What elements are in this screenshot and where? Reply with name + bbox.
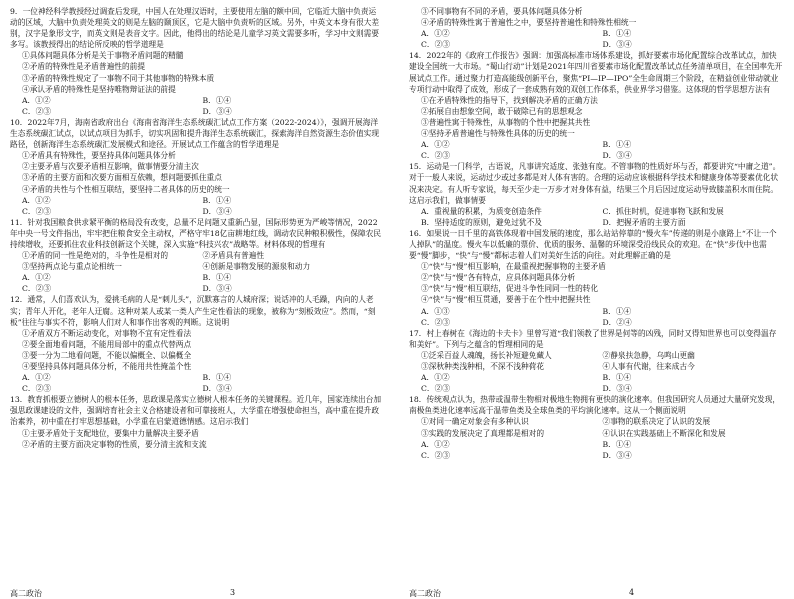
question-16-option-3: ③“快”与“慢”相互联结，促进斗争性同同一性的转化: [421, 284, 599, 294]
question-13-choices: [409, 28, 784, 50]
choice-b: B．①④: [202, 95, 232, 105]
choice-c: C．②③: [421, 151, 450, 161]
question-13-option-2: ②矛盾的主要方面决定事物的性质，要分清主流和支流: [22, 439, 207, 449]
question-11: [10, 217, 383, 295]
choice-d: D．③④: [202, 106, 232, 116]
question-14-choices: [409, 139, 784, 161]
question-18-option-4: ④认识在实践基础上不断深化和发展: [602, 428, 726, 438]
choice-a: A．重视量的积累，为质变创造条件: [421, 206, 542, 216]
question-9-option-3: ③矛盾的特殊性规定了一事物不同于其他事物的特殊本质: [22, 73, 215, 83]
choice-d: D．③④: [202, 206, 232, 216]
question-16-option-1: ①“快”与“慢”相互影响，在最重视把握事物的主要矛盾: [421, 262, 606, 272]
question-9-option-4: ④承认矛盾的特殊性是坚持唯物辩证法的前提: [22, 84, 176, 94]
choice-c: C．②③: [421, 40, 450, 50]
choice-d: D．②④: [602, 317, 632, 327]
choice-b: B．①④: [602, 29, 632, 39]
question-14-option-2: ②拓展自由想象空间，敢于破除已有的思想观念: [421, 106, 583, 116]
choice-c: C．抓住时机，促进事物飞跃和发展: [602, 206, 724, 216]
question-17-option-2: ②静泉扶急静，乌鸣山更幽: [602, 350, 695, 360]
question-14-option-4: ④坚持矛盾普遍性与特殊性具体的历史的统一: [421, 129, 575, 139]
question-14-text: 14．2022年的《政府工作报告》强调：加强高标准市场体系建设，抓好要素市场化配置综合改革试点，加快建设全国统一大市场。“蜀山行动”计划是2021年四川省要素市场化配置改革试点任务清单项目，在全国率先开展试点工作。通过聚力打造高能级创新平台，聚焦“PI—IP—IPO”全生命周期三个阶段，在精益创业带动就业专项行动中取得了成效，形成了一套成熟有效的双创工作体系，供业界学习借鉴。这体现的哲学思想方法有: [409, 51, 783, 94]
choice-a: A．①②: [22, 95, 51, 105]
question-11-option-3: ③坚持两点论与重点论相统一: [22, 262, 122, 272]
page-number: 3: [230, 588, 236, 597]
question-16-text: 16．如果说一日千里的高铁体现着中国发展的速度，那么站站停靠的“慢火车”传递的则是小康路上“不让一个人掉队”的温度。慢火车以低廉的票价、优质的服务、温馨的环境深受沿线民众的欢迎。在“快”步伐中也需要“慢”脚步，“快”与“慢”都标志着人们对美好生活的向往。对此理解正确的是: [409, 228, 777, 261]
question-12-option-3: ③要一分为二地看问题，不能以偏概全、以偏概全: [22, 350, 192, 360]
choice-c: C．②③: [421, 450, 450, 460]
choice-c: C．②③: [22, 384, 51, 394]
choice-a: A．①②: [421, 439, 450, 449]
question-16: [409, 228, 784, 328]
question-13-option-1: ①主要矛盾处于支配地位，要集中力量解决主要矛盾: [22, 428, 199, 438]
question-13: [10, 394, 383, 449]
choice-b: B．坚持适度的原则，避免过犹不及: [421, 217, 542, 227]
question-18-options: [409, 416, 784, 438]
question-17-option-1: ①泛采百益人魂魄，扬长补短避免藏人: [421, 350, 552, 360]
question-11-option-1: ①矛盾的同一性是绝对的，斗争性是相对的: [22, 251, 169, 261]
question-15-choices: [409, 206, 784, 228]
footer-subject: 高二政治: [409, 589, 441, 598]
question-9-option-2: ②矛盾的特殊性是矛盾普遍性的前提: [22, 62, 146, 72]
choice-c: C．②③: [421, 384, 450, 394]
question-10-option-2: ②主要矛盾与次要矛盾相互影响，做事情要分清主次: [22, 162, 199, 172]
choice-d: D．把握矛盾的主要方面: [602, 217, 686, 227]
question-14-option-1: ①在矛盾特殊性的指导下，找到解决矛盾的正确方法: [421, 95, 598, 105]
choice-b: B．①④: [602, 439, 632, 449]
question-10-option-3: ③矛盾的主要方面和次要方面相互依赖，想问题要抓住重点: [22, 173, 222, 183]
choice-a: A．①②: [22, 195, 51, 205]
question-12-option-1: ①矛盾双方不断运动变化，对事物不宜有定性看法: [22, 328, 192, 338]
right-page: [397, 0, 794, 598]
question-15-text: 15．运动是一门科学，古语说，凡事讲究适度、张弛有度。不管事物的性质好坏与否，都要讲究“中庸之道”。对于一般人来说，运动过少或过多都是对人体有害的。合理的运动应该根据科学技术和健康身体等要素优化状况来决定。有人听专家说，每天至少走一万步才对身体有益，结果三个月后因过度运动导致膝盖积水而住院。这启示我们，做事情要: [409, 162, 781, 205]
question-18-option-2: ②事物的联系决定了认识的发展: [602, 417, 711, 427]
question-12: [10, 294, 383, 394]
question-17-text: 17．村上春树在《海边的卡夫卡》里曾写道“我们领教了世界是何等的凶残，同时又得知世界也可以变得温存和美好”。下列与之蕴含的哲理相同的是: [409, 328, 777, 349]
question-10-option-4: ④矛盾的共性与个性相互联结，要坚持二者具体的历史的统一: [22, 184, 230, 194]
question-10-choices: [10, 195, 383, 217]
question-16-choices: [409, 306, 784, 328]
page-number: 4: [629, 588, 635, 597]
question-13-option-4: ④矛盾的特殊性寓于普遍性之中，要坚持普遍性和特殊性相统一: [421, 18, 637, 28]
choice-a: A．①②: [421, 29, 450, 39]
question-14: [409, 50, 784, 161]
choice-d: D．③④: [202, 384, 232, 394]
question-17-option-4: ④人事有代谢，往来成古今: [602, 362, 695, 371]
question-9-option-1: ①具体问题具体分析是关于事物矛盾问题的精髓: [22, 51, 184, 61]
choice-b: B．①④: [202, 195, 232, 205]
choice-c: C．②③: [22, 284, 51, 294]
choice-a: A．①②: [421, 373, 450, 383]
choice-a: A．①②: [22, 273, 51, 283]
question-10: [10, 117, 383, 217]
choice-d: D．③④: [602, 450, 632, 460]
question-10-option-1: ①矛盾具有特殊性，要坚持具体问题具体分析: [22, 151, 176, 161]
question-18-option-3: ③实践的发展决定了真理都是相对的: [421, 428, 545, 438]
question-13-continued: [409, 6, 784, 50]
question-11-option-4: ④创新是事物发展的源泉和动力: [202, 262, 311, 272]
question-18-option-1: ①对同一确定对象会有多种认识: [421, 417, 529, 427]
question-17-option-3: ③深秋种类浅种相，不深不浅种荷花: [421, 362, 545, 371]
choice-c: C．②③: [22, 106, 51, 116]
choice-b: B．①④: [202, 373, 232, 383]
choice-d: D．③④: [602, 384, 632, 394]
choice-d: D．③④: [202, 284, 232, 294]
question-11-choices: [10, 272, 383, 294]
question-12-choices: [10, 372, 383, 394]
question-18: [409, 394, 784, 461]
question-16-option-4: ④“快”与“慢”相互贯通，要善于在个性中把握共性: [421, 295, 591, 305]
choice-c: C．②③: [22, 206, 51, 216]
question-17-choices: [409, 372, 784, 394]
question-11-text: 11．针对我国粮食供求紧平衡的格局没有改变，总量不足问题又重新凸显，国际形势更为严峻等情况，2022年中央一号文件指出，牢牢把住粮食安全主动权，严格守牢18亿亩耕地红线，调动农民种粮积极性，保障农民持续增收，还要抓住农业科技创新这个关键，深入实施“科技兴农”战略等。材料体现的哲理有: [10, 217, 382, 249]
right-page-content: [409, 6, 784, 461]
choice-a: A．①②: [421, 140, 450, 150]
question-11-options: [10, 250, 383, 272]
question-12-option-4: ④要坚持具体问题具体分析，不能用共性掩盖个性: [22, 362, 192, 371]
question-16-option-2: ②“快”与“慢”各有特点，应具体问题具体分析: [421, 273, 576, 283]
question-9-choices: [10, 95, 383, 117]
question-17-options: [409, 350, 784, 372]
question-12-text: 12．通常，人们喜欢认为，爱挑毛病的人是“刺儿头”，沉默寡言的人城府深；说话冲的人毛躁，内向的人老实；青年人开化，老年人迂腐。这种对某人或某一类人产生定性看法的现象，被称为“刻板效应”。然而，“刻板”往往与事实不符，影响人们对人和事作出客观的判断。这说明: [10, 295, 376, 327]
question-13-option-3: ③不同事物有不同的矛盾，要具体问题具体分析: [421, 7, 583, 16]
choice-d: D．③④: [602, 40, 632, 50]
question-9: [10, 6, 383, 117]
choice-b: B．①④: [602, 373, 632, 383]
question-17: [409, 328, 784, 395]
choice-b: B．①④: [602, 140, 632, 150]
question-9-text: 9．一位神经科学教授经过调查后发现，中国人在处理汉语时，主要使用左脑的额中回，它临近大脑中负责运动的区域，大脑中负责处理英文的则是左脑的颞顶区，它是大脑中负责听的区域。另外，中英文本身有很大差别，汉字是象形文字，而英文则是表音文字。因此，他得出的结论是儿童学习英文需要多听，学习中文则需要多写。该教授得出的结论所反映的哲学道理是: [10, 7, 380, 50]
question-10-text: 10．2022年7月，海南省政府出台《海南省海洋生态系统碳汇试点工作方案（2022-2024）》，强调开展海洋生态系统碳汇试点，以试点项目为抓手，切实巩固和提升海洋生态系统碳汇，探索海洋自然资源生态价值实现路径，创新海洋生态系统碳汇发展模式和途径。开展试点工作蕴含的哲学道理是: [10, 117, 380, 150]
footer-subject: 高二政治: [10, 589, 42, 598]
choice-d: D．③④: [602, 151, 632, 161]
question-12-option-2: ②要全面地看问题，不能用局部中的重点代替两点: [22, 339, 192, 349]
question-18-choices: [409, 439, 784, 461]
choice-a: A．①③: [421, 306, 450, 316]
question-14-option-3: ③普遍性寓于特殊性，从事物的个性中把握其共性: [421, 117, 591, 127]
question-18-text: 18．传统观点认为，热带或温带生物相对极地生物拥有更快的演化速率。但我国研究人员通过大量研究发现，南极鱼类进化速率远高于温带鱼类及全球鱼类的平均演化速率。这从一个侧面说明: [409, 395, 781, 416]
choice-a: A．①②: [22, 373, 51, 383]
choice-b: B．①④: [602, 306, 632, 316]
choice-b: B．①④: [202, 273, 232, 283]
question-15: [409, 161, 784, 228]
left-page: [0, 0, 397, 598]
question-13-text: 13．教育抓根要立德树人的根本任务，思政课是落实立德树人根本任务的关键课程。近几年，国家连续出台加强思政课建设的文件，强调培育社会主义合格建设者和可靠接班人，大学重在增强使命担当，高中重在提升政治素养，初中重在打牢思想基础，小学重在启蒙道德情感。这启示我们: [10, 395, 382, 427]
left-page-content: [10, 6, 383, 450]
choice-c: C．②③: [421, 317, 450, 327]
question-11-option-2: ②矛盾具有普遍性: [202, 251, 265, 261]
